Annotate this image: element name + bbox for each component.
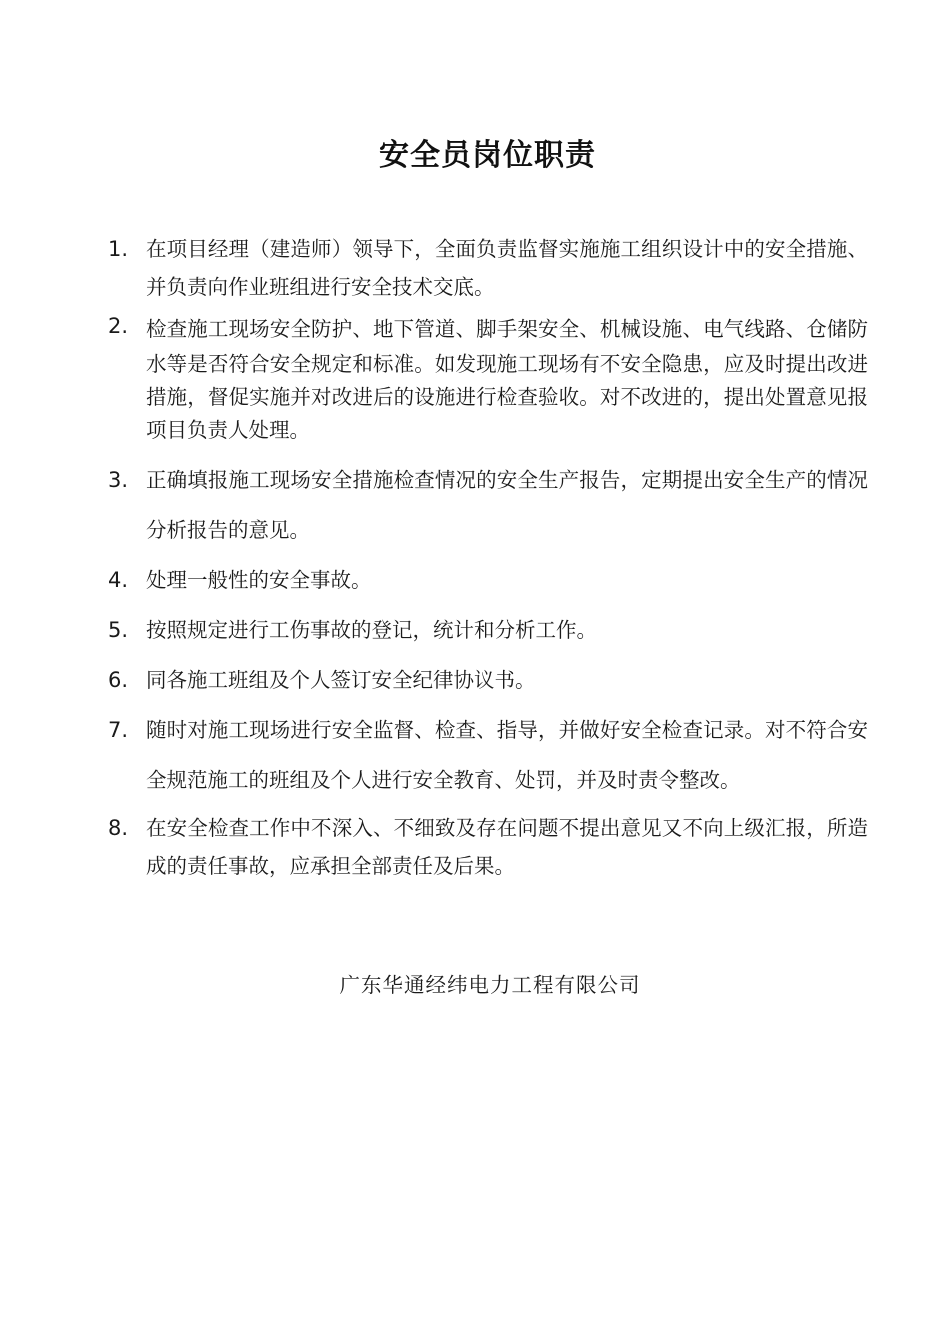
list-item bbox=[108, 230, 868, 306]
list-item-number: 5. bbox=[108, 618, 129, 642]
list-item-text: 按照规定进行工伤事故的登记，统计和分析工作。 bbox=[146, 618, 597, 642]
page-title: 安全员岗位职责 bbox=[379, 138, 596, 173]
list-item bbox=[108, 555, 868, 605]
list-item-text: 处理一般性的安全事故。 bbox=[146, 568, 372, 592]
list-item bbox=[108, 705, 868, 805]
list-item-number: 1. bbox=[108, 237, 129, 261]
list-item bbox=[108, 605, 868, 655]
list-item-text: 检查施工现场安全防护、地下管道、脚手架安全、机械设施、电气线路、仓储防水等是否符合安全规定和标准。如发现施工现场有不安全隐患，应及时提出改进措施，督促实施并对改进后的设施进行检查验收。对不改进的，提出处置意见报项目负责人处理。 bbox=[146, 317, 868, 442]
list-item-number: 7. bbox=[108, 718, 129, 742]
list-item-number: 4. bbox=[108, 568, 129, 592]
list-item-number: 3. bbox=[108, 468, 129, 492]
list-item-number: 8. bbox=[108, 816, 129, 840]
list-item-text: 在项目经理（建造师）领导下，全面负责监督实施施工组织设计中的安全措施、并负责向作业班组进行安全技术交底。 bbox=[146, 237, 868, 299]
list-item bbox=[108, 310, 868, 447]
duty-list bbox=[108, 230, 868, 885]
list-item bbox=[108, 655, 868, 705]
list-item-text: 同各施工班组及个人签订安全纪律协议书。 bbox=[146, 668, 536, 692]
list-item bbox=[108, 809, 868, 885]
list-item bbox=[108, 455, 868, 555]
list-item-number: 2. bbox=[108, 314, 129, 338]
list-item-text: 正确填报施工现场安全措施检查情况的安全生产报告，定期提出安全生产的情况分析报告的意见。 bbox=[146, 468, 868, 542]
company-name: 广东华通经纬电力工程有限公司 bbox=[339, 973, 641, 997]
list-item-text: 在安全检查工作中不深入、不细致及存在问题不提出意见又不向上级汇报，所造成的责任事故，应承担全部责任及后果。 bbox=[146, 816, 868, 878]
list-item-text: 随时对施工现场进行安全监督、检查、指导，并做好安全检查记录。对不符合安全规范施工的班组及个人进行安全教育、处罚，并及时责令整改。 bbox=[146, 718, 868, 792]
list-item-number: 6. bbox=[108, 668, 129, 692]
